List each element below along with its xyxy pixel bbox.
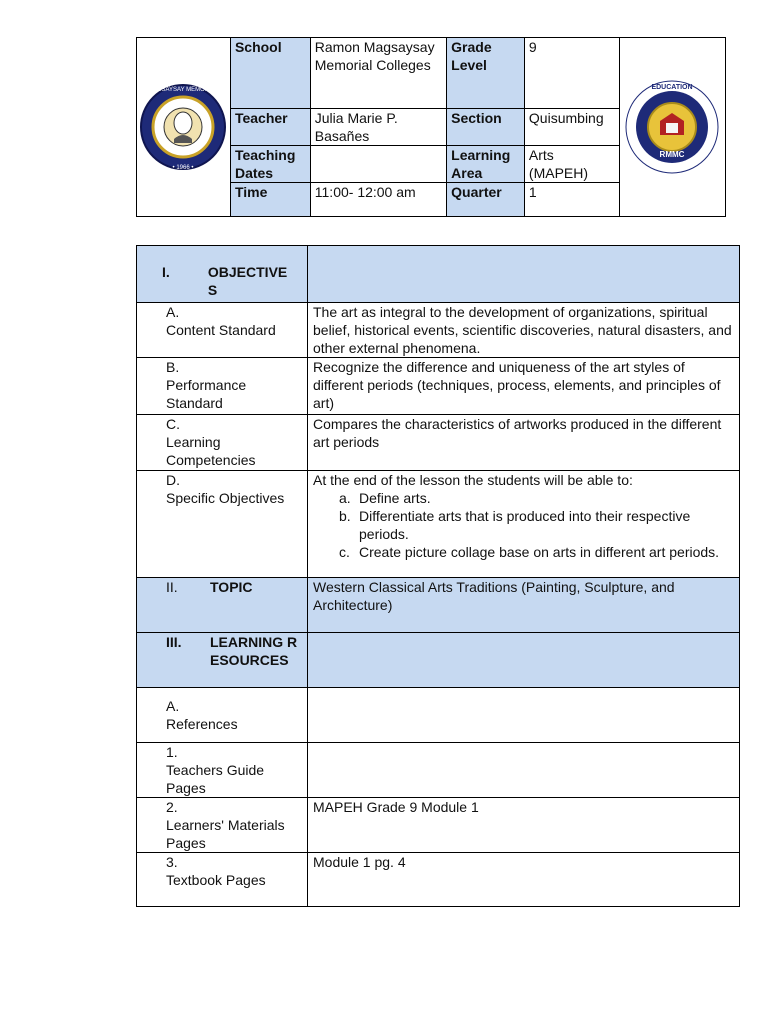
list-item — [339, 543, 734, 561]
program-seal-icon — [620, 77, 724, 177]
section-resources-row — [137, 633, 740, 688]
item-label: Specific Objectives — [166, 490, 285, 506]
specific-objectives-row — [137, 471, 740, 578]
performance-standard-label — [137, 358, 308, 415]
svg-text:EDUCATION: EDUCATION — [651, 84, 693, 91]
list-marker: a. — [339, 490, 351, 506]
section-title: TOPIC — [210, 579, 253, 595]
list-text: Create picture collage base on arts in different art periods. — [359, 544, 720, 560]
school-seal-icon — [137, 77, 229, 177]
dates-value — [310, 146, 446, 183]
program-logo — [619, 38, 725, 217]
section-number: I. — [162, 264, 170, 280]
section-number: III. — [166, 634, 182, 650]
item-mark: A. — [166, 304, 180, 320]
grade-label: Grade Level — [447, 38, 525, 109]
competencies-row — [137, 415, 740, 471]
quarter-value: 1 — [524, 183, 619, 217]
content-standard-row — [137, 303, 740, 358]
performance-standard-text: Recognize the difference and uniqueness of the art styles of different periods (techniques, process, elements, and principles of art) — [308, 358, 740, 415]
school-value: Ramon Magsaysay Memorial Colleges — [310, 38, 446, 109]
list-text: Differentiate arts that is produced into their respective periods. — [359, 508, 691, 542]
section-topic-row — [137, 578, 740, 633]
learners-materials-label — [137, 798, 308, 853]
section-label: Section — [447, 109, 525, 146]
quarter-label: Quarter — [447, 183, 525, 217]
header-table — [136, 37, 726, 217]
teachers-guide-text — [308, 743, 740, 798]
section-topic-heading — [137, 578, 308, 633]
item-label: Learners' Materials Pages — [166, 817, 285, 851]
list-marker: c. — [339, 544, 350, 560]
item-mark: 3. — [166, 854, 178, 870]
textbook-label — [137, 853, 308, 907]
item-label: Textbook Pages — [166, 872, 266, 888]
section-resources-heading — [137, 633, 308, 688]
dates-label: Teaching Dates — [230, 146, 310, 183]
learners-materials-text: MAPEH Grade 9 Module 1 — [308, 798, 740, 853]
item-mark: A. — [166, 698, 180, 714]
textbook-row — [137, 853, 740, 907]
references-row — [137, 688, 740, 743]
item-mark: 2. — [166, 799, 178, 815]
area-label: Learning Area — [447, 146, 525, 183]
textbook-text: Module 1 pg. 4 — [308, 853, 740, 907]
item-mark: 1. — [166, 744, 178, 760]
learners-materials-row — [137, 798, 740, 853]
item-mark: D. — [166, 472, 180, 488]
references-label — [137, 688, 308, 743]
section-title: LEARNING RESOURCES — [210, 634, 298, 668]
svg-text:• 1966 •: • 1966 • — [173, 165, 194, 171]
time-label: Time — [230, 183, 310, 217]
item-label: References — [166, 716, 238, 732]
section-resources-content — [308, 633, 740, 688]
list-item — [339, 507, 734, 543]
references-content — [308, 688, 740, 743]
school-label: School — [230, 38, 310, 109]
area-value: Arts (MAPEH) — [524, 146, 619, 183]
section-number: II. — [166, 579, 178, 595]
competencies-text: Compares the characteristics of artworks produced in the different art periods — [308, 415, 740, 471]
section-title: OBJECTIVES — [207, 264, 288, 298]
school-logo — [137, 38, 231, 217]
specific-objectives-label — [137, 471, 308, 578]
teachers-guide-row — [137, 743, 740, 798]
item-label: Content Standard — [166, 322, 276, 338]
svg-text:RMMC: RMMC — [659, 150, 685, 159]
teacher-label: Teacher — [230, 109, 310, 146]
section-objectives-heading — [137, 246, 308, 303]
topic-text: Western Classical Arts Traditions (Painting, Sculpture, and Architecture) — [308, 578, 740, 633]
objectives-list — [313, 489, 734, 561]
item-label: Teachers Guide Pages — [166, 762, 265, 796]
item-mark: B. — [166, 359, 180, 375]
item-label: Learning Competencies — [166, 434, 256, 468]
svg-text:MAGSAYSAY MEMORIAL: MAGSAYSAY MEMORIAL — [148, 87, 219, 93]
specific-objectives-intro: At the end of the lesson the students will be able to: — [313, 472, 633, 488]
teacher-value: Julia Marie P. Basañes — [310, 109, 446, 146]
section-value: Quisumbing — [524, 109, 619, 146]
content-standard-label — [137, 303, 308, 358]
performance-standard-row — [137, 358, 740, 415]
grade-value: 9 — [524, 38, 619, 109]
list-text: Define arts. — [359, 490, 431, 506]
section-objectives-content — [308, 246, 740, 303]
content-standard-text: The art as integral to the development of organizations, spiritual belief, historical events, scientific discoveries, natural disasters, and other external phenomena. — [308, 303, 740, 358]
list-item — [339, 489, 734, 507]
lesson-plan-table — [136, 245, 740, 907]
item-mark: C. — [166, 416, 180, 432]
time-value: 11:00- 12:00 am — [310, 183, 446, 217]
competencies-label — [137, 415, 308, 471]
list-marker: b. — [339, 508, 351, 524]
section-objectives-row — [137, 246, 740, 303]
teachers-guide-label — [137, 743, 308, 798]
specific-objectives-content — [308, 471, 740, 578]
item-label: Performance Standard — [166, 377, 247, 411]
